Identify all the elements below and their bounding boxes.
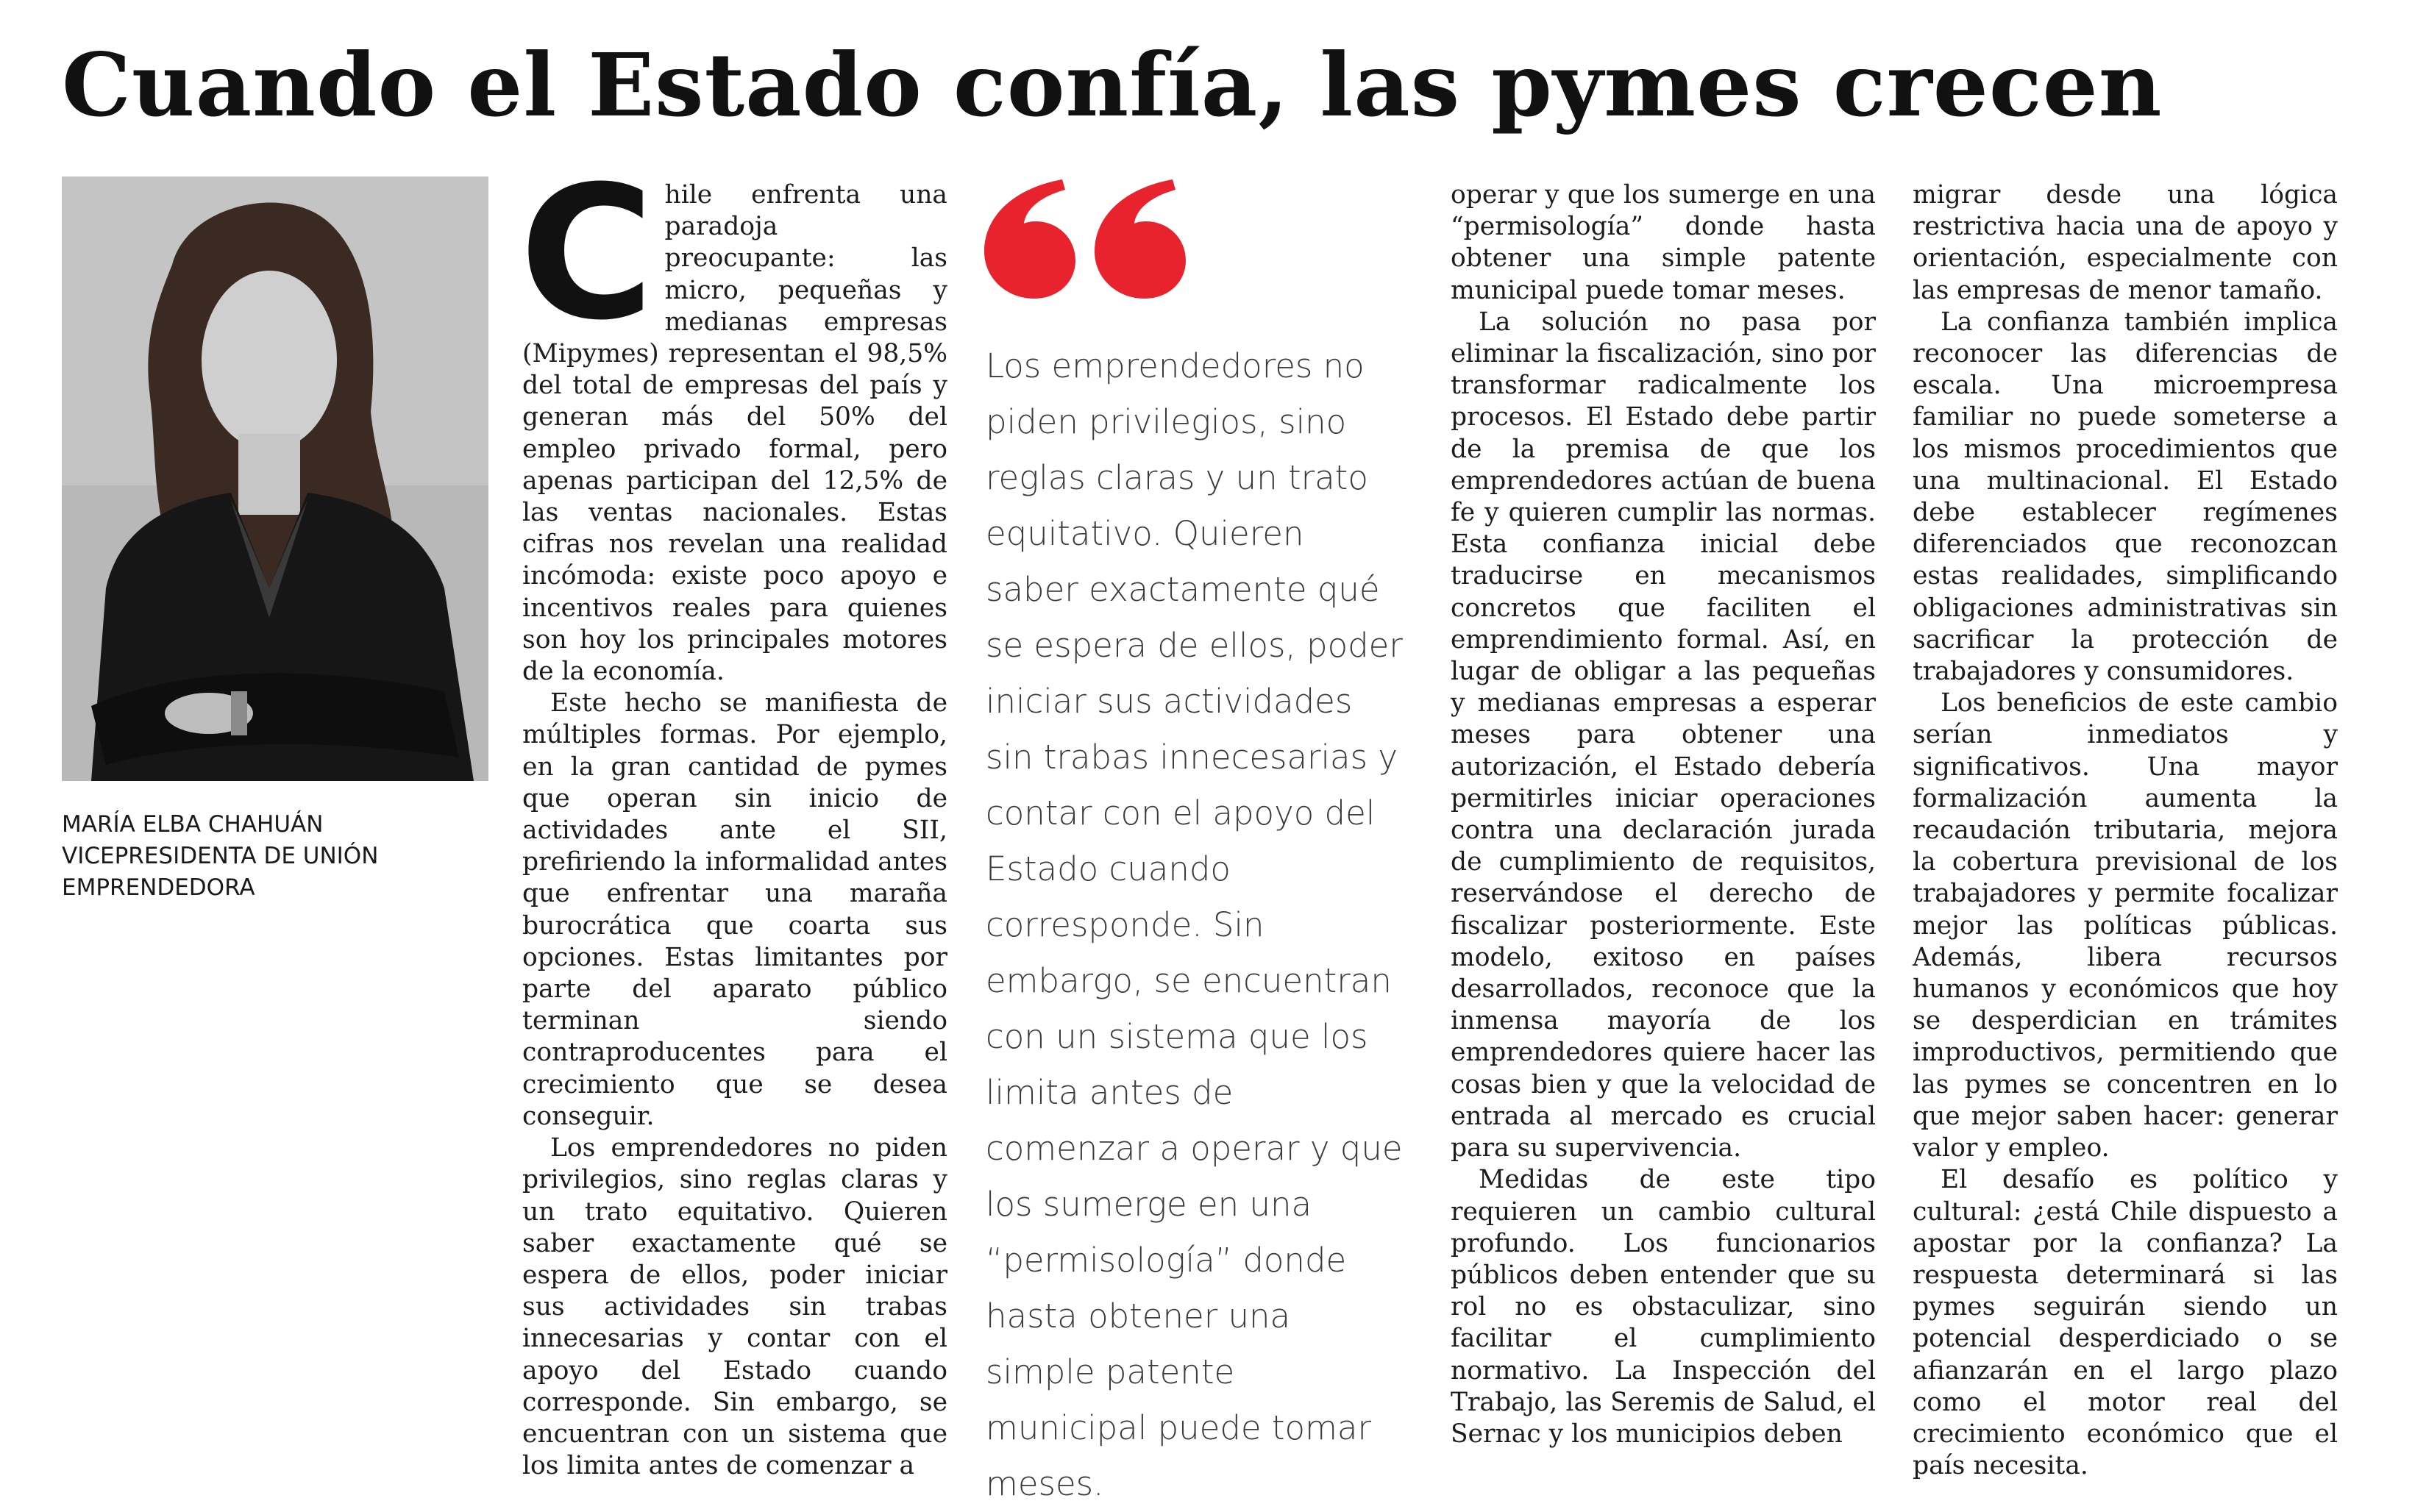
author-name: MARÍA ELBA CHAHUÁN (62, 811, 324, 838)
paragraph: hile enfrenta una paradoja preocupante: las micro, pequeñas y medianas empresas (Mipymes) representan el 98,5% del total de empresas del país y generan más del 50% del empleo privado formal, pero apenas participan del 12,5% de las ventas nacionales. Estas cifras nos revelan una realidad incómoda: existe poco apoyo e incentivos reales para quienes son hoy los principales motores de la economía. (522, 180, 947, 687)
opening-quotation-mark-icon (981, 175, 1195, 300)
headline: Cuando el Estado confía, las pymes crecen (62, 34, 2163, 136)
paragraph: operar y que los sumerge en una “permisología” donde hasta obtener una simple patente municipal puede tomar meses. (1451, 180, 1876, 305)
paragraph: Los beneficios de este cambio serían inmediatos y significativos. Una mayor formalización aumenta la recaudación tributaria, mejora la cobertura previsional de los trabajadores y permite focalizar mejor las políticas públicas. Además, libera recursos humanos y económicos que hoy se desperdician en trámites improductivos, permitiendo que las pymes se concentren en lo que mejor saben hacer: generar valor y empleo. (1913, 688, 2338, 1163)
paragraph: Este hecho se manifiesta de múltiples formas. Por ejemplo, en la gran cantidad de pymes que operan sin inicio de actividades ante el SII, prefiriendo la informalidad antes que enfrentar una maraña burocrática que coarta sus opciones. Estas limitantes por parte del aparato público terminan siendo contraproducentes para el crecimiento que se desea conseguir. (522, 688, 947, 1131)
author-title-line-1: VICEPRESIDENTA DE UNIÓN (62, 843, 379, 869)
author-photo (62, 176, 488, 781)
author-title-line-2: EMPRENDEDORA (62, 874, 255, 901)
body-column-1 (519, 146, 947, 1481)
paragraph: migrar desde una lógica restrictiva hacia una de apoyo y orientación, especialmente con las empresas de menor tamaño. (1913, 180, 2338, 305)
body-column-3 (1451, 179, 1876, 1449)
paragraph: Los emprendedores no piden privilegios, sino reglas claras y un trato equitativo. Quieren saber exactamente qué se espera de ellos, poder iniciar sus actividades sin trabas innecesarias y contar con el apoyo del Estado cuando corresponde. Sin embargo, se encuentran con un sistema que los limita antes de comenzar a (522, 1133, 947, 1481)
body-column-4 (1913, 179, 2338, 1481)
paragraph: Medidas de este tipo requieren un cambio cultural profundo. Los funcionarios públicos deben entender que su rol no es obstaculizar, sino facilitar el cumplimiento normativo. La Inspección del Trabajo, las Seremis de Salud, el Sernac y los municipios deben (1451, 1165, 1876, 1449)
pull-quote: Los emprendedores no piden privilegios, sino reglas claras y un trato equitativo. Quieren saber exactamente qué se espera de ellos, poder iniciar sus actividades sin trabas innecesarias y contar con el apoyo del Estado cuando corresponde. Sin embargo, se encuentran con un sistema que los limita antes de comenzar a operar y que los sumerge en una “permisología” donde hasta obtener una simple patente municipal puede tomar meses. (986, 346, 1403, 1503)
drop-cap: C (519, 146, 655, 360)
author-byline (62, 809, 488, 904)
paragraph: La confianza también implica reconocer las diferencias de escala. Una microempresa familiar no puede someterse a los mismos procedimientos que una multinacional. El Estado debe establecer regímenes diferenciados que reconozcan estas realidades, simplificando obligaciones administrativas sin sacrificar la protección de trabajadores y consumidores. (1913, 307, 2338, 687)
paragraph: El desafío es político y cultural: ¿está Chile dispuesto a apostar por la confianza? La respuesta determinará si las pymes seguirán siendo un potencial desperdiciado o se afianzarán en el largo plazo como el motor real del crecimiento económico que el país necesita. (1913, 1165, 2338, 1481)
paragraph: La solución no pasa por eliminar la fiscalización, sino por transformar radicalmente los procesos. El Estado debe partir de la premisa de que los emprendedores actúan de buena fe y quieren cumplir las normas. Esta confianza inicial debe traducirse en mecanismos concretos que faciliten el emprendimiento formal. Así, en lugar de obligar a las pequeñas y medianas empresas a esperar meses para obtener una autorización, el Estado debería permitirles iniciar operaciones contra una declaración jurada de cumplimiento de requisitos, reservándose el derecho de fiscalizar posteriormente. Este modelo, exitoso en países desarrollados, reconoce que la inmensa mayoría de los emprendedores quiere hacer las cosas bien y que la velocidad de entrada al mercado es crucial para su supervivencia. (1451, 307, 1876, 1163)
